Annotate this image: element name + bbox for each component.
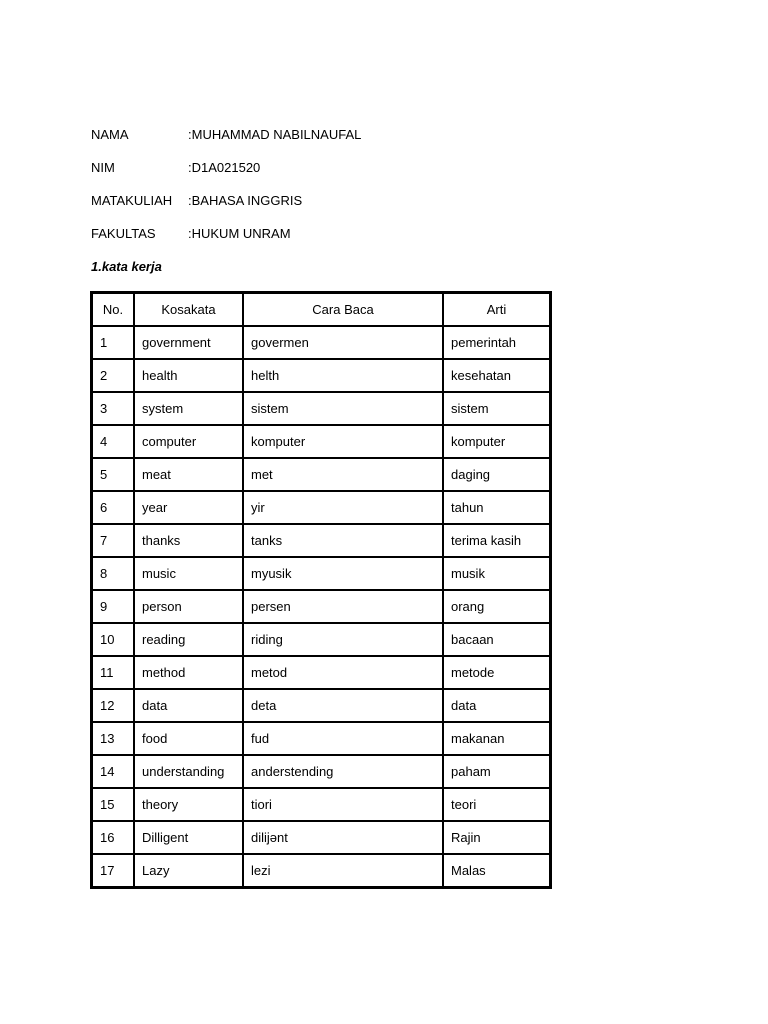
table-row [92,788,550,821]
student-info [91,126,361,258]
cell-kosakata: theory [134,788,243,821]
cell-cara-baca: tanks [243,524,443,557]
table-row [92,689,550,722]
cell-no: 6 [92,491,134,524]
cell-kosakata: thanks [134,524,243,557]
info-value: :HUKUM UNRAM [188,226,291,241]
cell-no: 4 [92,425,134,458]
cell-no: 10 [92,623,134,656]
info-value: :D1A021520 [188,160,261,175]
cell-no: 17 [92,854,134,887]
table-row [92,491,550,524]
cell-kosakata: music [134,557,243,590]
cell-no: 13 [92,722,134,755]
cell-no: 2 [92,359,134,392]
cell-kosakata: system [134,392,243,425]
info-row-nim [91,159,361,192]
cell-no: 3 [92,392,134,425]
cell-cara-baca: persen [243,590,443,623]
info-row-matakuliah [91,192,361,225]
cell-kosakata: reading [134,623,243,656]
cell-arti: komputer [443,425,550,458]
table-row [92,755,550,788]
table-row [92,359,550,392]
cell-no: 9 [92,590,134,623]
cell-kosakata: food [134,722,243,755]
table-row [92,821,550,854]
cell-cara-baca: yir [243,491,443,524]
cell-arti: kesehatan [443,359,550,392]
table-header-row [92,293,550,326]
info-value: :MUHAMMAD NABILNAUFAL [188,127,362,142]
cell-cara-baca: anderstending [243,755,443,788]
cell-cara-baca: fud [243,722,443,755]
cell-no: 16 [92,821,134,854]
cell-arti: pemerintah [443,326,550,359]
cell-no: 7 [92,524,134,557]
cell-kosakata: understanding [134,755,243,788]
vocabulary-table [90,291,552,889]
cell-kosakata: Lazy [134,854,243,887]
cell-cara-baca: myusik [243,557,443,590]
table-row [92,425,550,458]
cell-kosakata: health [134,359,243,392]
cell-no: 11 [92,656,134,689]
cell-cara-baca: metod [243,656,443,689]
cell-arti: data [443,689,550,722]
header-arti: Arti [443,293,550,326]
cell-arti: Malas [443,854,550,887]
cell-kosakata: data [134,689,243,722]
cell-cara-baca: tiori [243,788,443,821]
table-body [92,326,550,887]
info-label: NIM [91,160,115,175]
cell-kosakata: person [134,590,243,623]
info-label: FAKULTAS [91,226,156,241]
section-title: 1.kata kerja [91,259,162,274]
cell-arti: paham [443,755,550,788]
cell-no: 5 [92,458,134,491]
cell-kosakata: method [134,656,243,689]
table-row [92,722,550,755]
info-value: :BAHASA INGGRIS [188,193,303,208]
cell-arti: tahun [443,491,550,524]
info-label: NAMA [91,127,129,142]
cell-cara-baca: sistem [243,392,443,425]
cell-no: 12 [92,689,134,722]
cell-kosakata: year [134,491,243,524]
table-row [92,458,550,491]
cell-cara-baca: komputer [243,425,443,458]
cell-cara-baca: riding [243,623,443,656]
cell-cara-baca: deta [243,689,443,722]
cell-arti: Rajin [443,821,550,854]
cell-no: 15 [92,788,134,821]
cell-arti: terima kasih [443,524,550,557]
cell-no: 14 [92,755,134,788]
header-kosakata: Kosakata [134,293,243,326]
cell-cara-baca: lezi [243,854,443,887]
cell-cara-baca: met [243,458,443,491]
header-cara-baca: Cara Baca [243,293,443,326]
cell-arti: daging [443,458,550,491]
table-row [92,590,550,623]
table-row [92,524,550,557]
table-row [92,326,550,359]
table-row [92,656,550,689]
info-row-nama [91,126,361,159]
table-row [92,557,550,590]
cell-no: 8 [92,557,134,590]
info-label: MATAKULIAH [91,193,173,208]
cell-arti: sistem [443,392,550,425]
cell-arti: makanan [443,722,550,755]
cell-arti: orang [443,590,550,623]
cell-kosakata: government [134,326,243,359]
table-row [92,392,550,425]
cell-arti: musik [443,557,550,590]
table-row [92,623,550,656]
info-row-fakultas [91,225,361,258]
cell-arti: teori [443,788,550,821]
cell-kosakata: meat [134,458,243,491]
table-row [92,854,550,887]
cell-arti: metode [443,656,550,689]
cell-kosakata: computer [134,425,243,458]
cell-cara-baca: diliјənt [243,821,443,854]
cell-no: 1 [92,326,134,359]
cell-kosakata: Dilligent [134,821,243,854]
cell-arti: bacaan [443,623,550,656]
cell-cara-baca: helth [243,359,443,392]
header-no: No. [92,293,134,326]
cell-cara-baca: govermen [243,326,443,359]
